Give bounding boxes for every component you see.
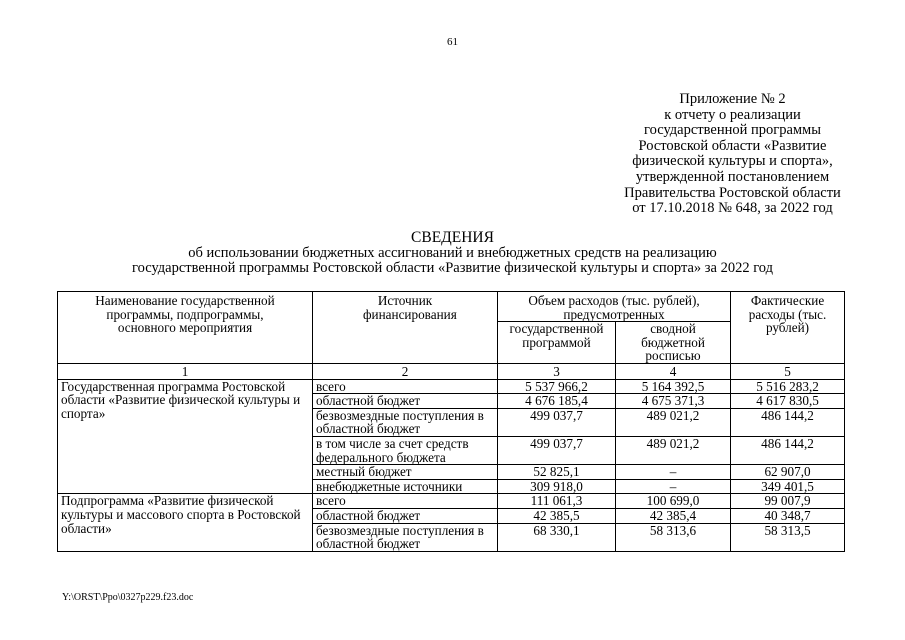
actual-amount-cell: 5 516 283,2 — [731, 379, 845, 394]
program-amount-cell: 111 061,3 — [498, 494, 616, 509]
document-subtitle-line: государственной программы Ростовской области «Развитие физической культуры и спорта» за 2022 год — [132, 260, 773, 277]
actual-amount-cell: 486 144,2 — [731, 436, 845, 464]
budget-amount-cell: 489 021,2 — [616, 408, 731, 436]
actual-amount-cell: 349 401,5 — [731, 479, 845, 494]
source-cell: всего — [313, 494, 498, 509]
program-amount-cell: 68 330,1 — [498, 523, 616, 551]
budget-amount-cell: 489 021,2 — [616, 436, 731, 464]
header-name: Наименование государственной программы, подпрограммы, основного мероприятия — [58, 292, 313, 364]
header-planned-program: государственной программой — [498, 322, 616, 364]
actual-amount-cell: 40 348,7 — [731, 508, 845, 523]
expenditure-table — [57, 291, 845, 552]
appendix-line: от 17.10.2018 № 648, за 2022 год — [632, 200, 833, 217]
document-title: СВЕДЕНИЯ — [411, 229, 494, 246]
actual-amount-cell: 99 007,9 — [731, 494, 845, 509]
appendix-line: к отчету о реализации — [664, 106, 801, 123]
actual-amount-cell: 62 907,0 — [731, 465, 845, 480]
actual-amount-cell: 4 617 830,5 — [731, 394, 845, 409]
column-number: 4 — [616, 363, 731, 379]
table-header-row — [58, 292, 845, 322]
program-amount-cell: 499 037,7 — [498, 408, 616, 436]
document-subtitle-line: об использовании бюджетных ассигнований и внебюджетных средств на реализацию — [188, 244, 717, 261]
column-number: 1 — [58, 363, 313, 379]
header-source: Источник финансирования — [313, 292, 498, 364]
source-cell: областной бюджет — [313, 508, 498, 523]
budget-amount-cell: 42 385,4 — [616, 508, 731, 523]
program-amount-cell: 5 537 966,2 — [498, 379, 616, 394]
program-amount-cell: 309 918,0 — [498, 479, 616, 494]
page-number: 61 — [447, 36, 458, 48]
header-planned-budget: сводной бюджетной росписью — [616, 322, 731, 364]
source-cell: всего — [313, 379, 498, 394]
table-row — [58, 379, 845, 394]
budget-amount-cell: 100 699,0 — [616, 494, 731, 509]
appendix-block — [560, 92, 905, 217]
appendix-line: Правительства Ростовской области — [624, 184, 841, 201]
column-number-row — [58, 363, 845, 379]
appendix-line: утвержденной постановлением — [635, 168, 830, 185]
appendix-line: государственной программы — [644, 122, 821, 139]
budget-amount-cell: 5 164 392,5 — [616, 379, 731, 394]
appendix-line: Приложение № 2 — [679, 91, 786, 107]
column-number: 2 — [313, 363, 498, 379]
header-planned: Объем расходов (тыс. рублей), предусмотренных — [498, 292, 731, 322]
program-amount-cell: 4 676 185,4 — [498, 394, 616, 409]
program-amount-cell: 52 825,1 — [498, 465, 616, 480]
budget-amount-cell: – — [616, 465, 731, 480]
document-heading — [0, 230, 905, 277]
header-actual: Фактические расходы (тыс. рублей) — [731, 292, 845, 364]
program-name-cell: Государственная программа Ростовской области «Развитие физической культуры и спорта» — [58, 379, 313, 494]
budget-amount-cell: 4 675 371,3 — [616, 394, 731, 409]
actual-amount-cell: 486 144,2 — [731, 408, 845, 436]
appendix-line: Ростовской области «Развитие — [638, 137, 827, 154]
budget-amount-cell: – — [616, 479, 731, 494]
source-cell: областной бюджет — [313, 394, 498, 409]
source-cell: в том числе за счет средств федерального бюджета — [313, 436, 498, 464]
program-name-cell: Подпрограмма «Развитие физической культуры и массового спорта в Ростовской области» — [58, 494, 313, 551]
budget-amount-cell: 58 313,6 — [616, 523, 731, 551]
source-cell: безвозмездные поступления в областной бюджет — [313, 523, 498, 551]
source-cell: безвозмездные поступления в областной бюджет — [313, 408, 498, 436]
program-amount-cell: 499 037,7 — [498, 436, 616, 464]
table-row — [58, 494, 845, 509]
source-cell: внебюджетные источники — [313, 479, 498, 494]
appendix-line: физической культуры и спорта», — [632, 153, 833, 170]
actual-amount-cell: 58 313,5 — [731, 523, 845, 551]
file-path-footer: Y:\ORST\Ppo\0327p229.f23.doc — [62, 592, 194, 603]
column-number: 3 — [498, 363, 616, 379]
source-cell: местный бюджет — [313, 465, 498, 480]
program-amount-cell: 42 385,5 — [498, 508, 616, 523]
column-number: 5 — [731, 363, 845, 379]
